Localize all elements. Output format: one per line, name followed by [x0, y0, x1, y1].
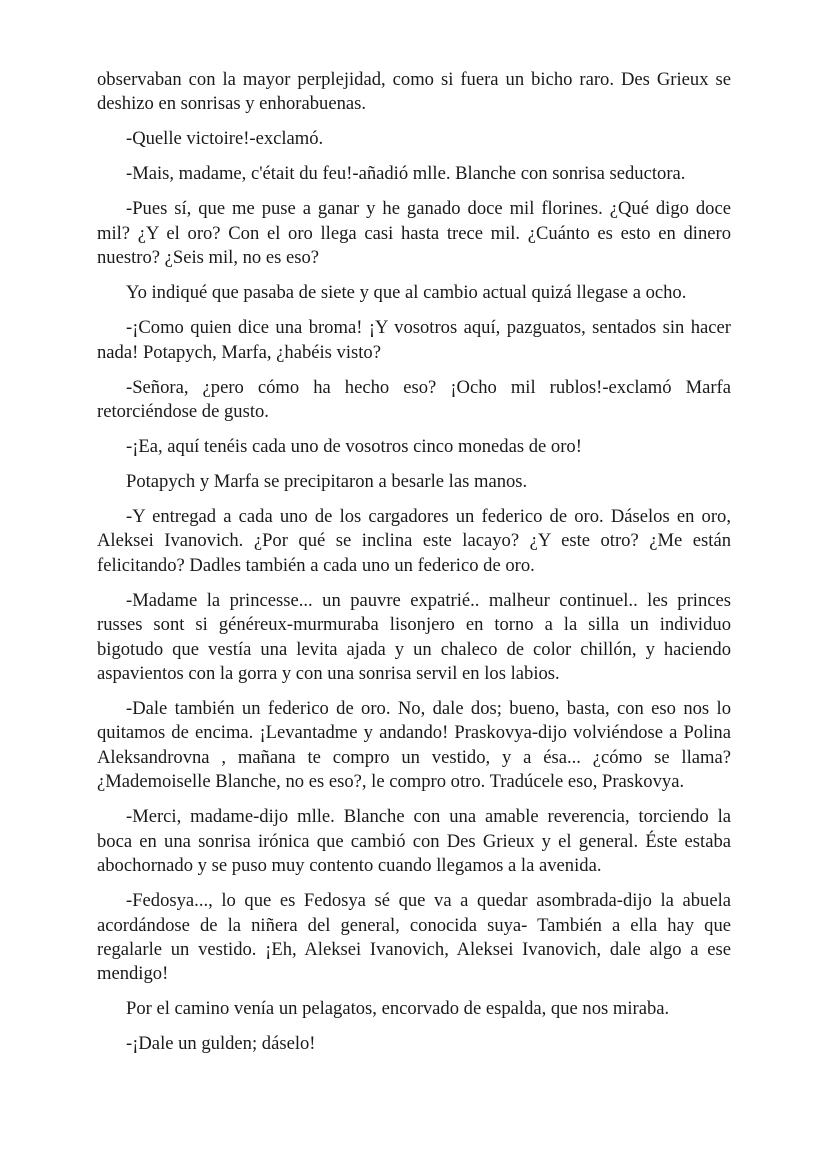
- paragraph-13: -Merci, madame-dijo mlle. Blanche con una amable reverencia, torciendo la boca en una sonrisa irónica que cambió con Des Grieux y el general. Éste estaba abochornado y se puso muy contento cuando llegamos a la avenida.: [97, 806, 731, 877]
- paragraph-5: Yo indiqué que pasaba de siete y que al cambio actual quizá llegase a ocho.: [126, 282, 687, 304]
- document-page: [97, 68, 731, 1067]
- paragraph-15: Por el camino venía un pelagatos, encorvado de espalda, que nos miraba.: [126, 998, 670, 1020]
- paragraph-4: -Pues sí, que me puse a ganar y he ganado doce mil florines. ¿Qué digo doce mil? ¿Y el oro? Con el oro llega casi hasta trece mil. ¿Cuánto es esto en dinero nuestro? ¿Seis mil, no es eso?: [97, 198, 731, 269]
- paragraph-14: -Fedosya..., lo que es Fedosya sé que va a quedar asombrada-dijo la abuela acordándose de la niñera del general, conocida suya- También a ella hay que regalarle un vestido. ¡Eh, Aleksei Ivanovich, Aleksei Ivanovich, dale algo a ese mendigo!: [97, 890, 731, 985]
- paragraph-11: -Madame la princesse... un pauvre expatrié.. malheur continuel.. les princes russes sont si généreux-murmuraba lisonjero en torno a la silla un individuo bigotudo que vestía una levita ajada y un chaleco de color chillón, y haciendo aspavientos con la gorra y con una sonrisa servil en los labios.: [97, 589, 731, 685]
- paragraph-1: observaban con la mayor perplejidad, como si fuera un bicho raro. Des Grieux se deshizo en sonrisas y enhorabuenas.: [97, 69, 731, 115]
- paragraph-16: -¡Dale un gulden; dáselo!: [126, 1033, 316, 1055]
- paragraph-12: -Dale también un federico de oro. No, dale dos; bueno, basta, con eso nos lo quitamos de encima. ¡Levantadme y andando! Praskovya-dijo volviéndose a Polina Aleksandrovna , mañana te compro un vestido, y a ésa... ¿cómo se llama? ¿Mademoiselle Blanche, no es eso?, le compro otro. Tradúcele eso, Praskovya.: [97, 698, 731, 793]
- paragraph-3: -Mais, madame, c'était du feu!-añadió mlle. Blanche con sonrisa seductora.: [126, 163, 686, 185]
- paragraph-6: -¡Como quien dice una broma! ¡Y vosotros aquí, pazguatos, sentados sin hacer nada! Potapych, Marfa, ¿habéis visto?: [97, 317, 731, 363]
- paragraph-7: -Señora, ¿pero cómo ha hecho eso? ¡Ocho mil rublos!-exclamó Marfa retorciéndose de gusto.: [97, 376, 731, 423]
- paragraph-10: -Y entregad a cada uno de los cargadores un federico de oro. Dáselos en oro, Aleksei Ivanovich. ¿Por qué se inclina este lacayo? ¿Y este otro? ¿Me están felicitando? Dadles también a cada uno un federico de oro.: [97, 506, 731, 576]
- paragraph-8: -¡Ea, aquí tenéis cada uno de vosotros cinco monedas de oro!: [126, 436, 582, 458]
- paragraph-2: -Quelle victoire!-exclamó.: [126, 128, 324, 150]
- paragraph-9: Potapych y Marfa se precipitaron a besarle las manos.: [126, 471, 528, 493]
